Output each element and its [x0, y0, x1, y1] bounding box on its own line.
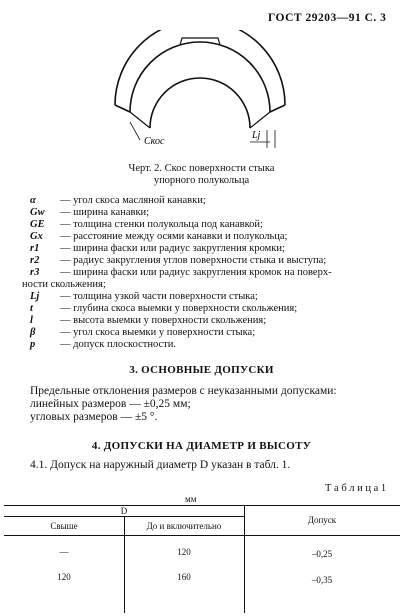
legend-item	[30, 291, 258, 303]
legend-symbol: α	[30, 195, 36, 206]
legend-item	[30, 327, 255, 339]
legend-item	[30, 195, 206, 207]
legend-symbol: GE	[30, 219, 45, 230]
page-header: ГОСТ 29203—91 С. 3	[268, 12, 387, 24]
legend-symbol: Gx	[30, 231, 43, 242]
legend-symbol: β	[30, 327, 36, 338]
column-header-to: До и включительно	[146, 521, 222, 531]
legend-symbol: p	[30, 339, 36, 350]
lj-label: Lj	[252, 130, 261, 141]
table-cell-tolerance: –0,35	[311, 575, 333, 585]
table-cell-to: 160	[177, 572, 191, 582]
section-4-paragraph-1: 4.1. Допуск на наружный диаметр D указан в табл. 1.	[30, 459, 291, 471]
legend-item	[30, 243, 285, 255]
legend-symbol: r3	[30, 267, 40, 278]
legend-symbol: r2	[30, 255, 40, 266]
section-4-title: 4. ДОПУСКИ НА ДИАМЕТР И ВЫСОТУ	[91, 440, 312, 452]
legend-text: — ширина фаски или радиус закругления кромок на поверх-	[60, 267, 332, 278]
tolerance-table	[4, 505, 400, 613]
legend-text: — ширина фаски или радиус закругления кромки;	[60, 243, 285, 254]
legend-text: — расстояние между осями канавки и полукольца;	[60, 231, 288, 242]
bore-arc	[150, 78, 250, 128]
legend-item	[30, 339, 176, 351]
legend-item	[30, 207, 149, 219]
legend-item-continuation	[22, 279, 106, 291]
caption-line-2: упорного полукольца	[153, 175, 250, 186]
section-3-paragraph-1: Предельные отклонения размеров с неуказанными допусками:	[30, 385, 337, 397]
legend-item	[30, 255, 326, 267]
column-header-tolerance: Допуск	[307, 515, 337, 525]
table-cell-from: 120	[57, 572, 71, 582]
legend-item	[30, 303, 297, 315]
legend-text: — толщина узкой части поверхности стыка;	[60, 291, 258, 302]
table-cell-to: 120	[177, 547, 191, 557]
chamfer-leader	[130, 122, 140, 140]
legend-text: — высота выемки у поверхности скольжения;	[60, 315, 267, 326]
legend-symbol: l	[30, 315, 33, 326]
table-units: мм	[185, 494, 197, 504]
legend-text: — глубина скоса выемки у поверхности скольжения;	[60, 303, 298, 314]
section-3-paragraph-3: угловых размеров — ±5 °.	[30, 411, 158, 423]
legend-text: — угол скоса выемки у поверхности стыка;	[60, 327, 256, 338]
legend-symbol: t	[30, 303, 33, 314]
table-cell-from: —	[59, 547, 69, 557]
legend-symbol: Gw	[30, 207, 45, 218]
chamfer-label: Скос	[144, 136, 165, 147]
legend-symbol: r1	[30, 243, 40, 254]
table-group-header: D	[120, 506, 128, 516]
column-header-from: Свыше	[50, 521, 78, 531]
legend-text: — ширина канавки;	[60, 207, 150, 218]
section-3-paragraph-2: линейных размеров — ±0,25 мм;	[30, 398, 191, 410]
section-3-title: 3. ОСНОВНЫЕ ДОПУСКИ	[129, 364, 274, 376]
half-ring-drawing	[110, 30, 290, 162]
legend-item	[30, 219, 263, 231]
legend-item	[30, 267, 332, 279]
legend-text: — радиус закругления углов поверхности стыка и выступа;	[60, 255, 327, 266]
caption-line-1: Черт. 2. Скос поверхности стыка	[128, 163, 275, 174]
legend-text: — допуск плоскостности.	[60, 339, 176, 350]
legend-item	[30, 315, 266, 327]
legend-text: — угол скоса масляной канавки;	[60, 195, 206, 206]
inner-arc	[130, 42, 270, 112]
legend-text: ности скольжения;	[22, 279, 106, 290]
table-title: Т а б л и ц а 1	[325, 483, 387, 494]
legend-item	[30, 231, 287, 243]
figure-caption	[0, 163, 403, 187]
legend-text: — толщина стенки полукольца под канавкой;	[60, 219, 263, 230]
legend-symbol: Lj	[30, 291, 40, 302]
table-cell-tolerance: –0,25	[311, 549, 333, 559]
